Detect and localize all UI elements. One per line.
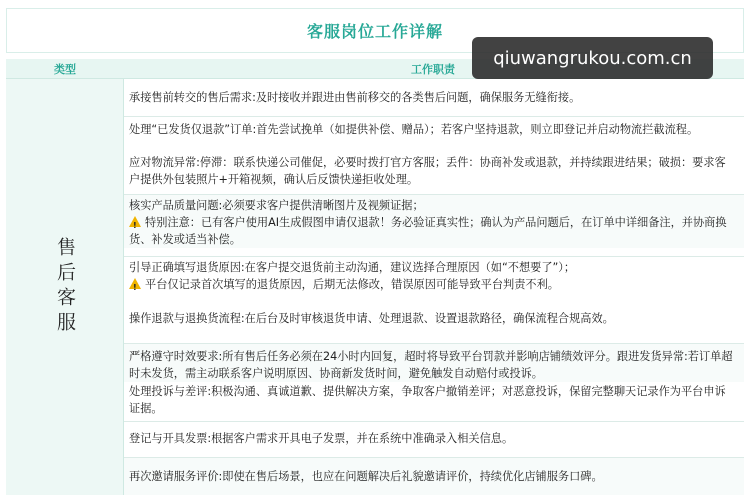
duty-text: 引导正确填写退货原因:在客户提交退货前主动沟通，建议选择合理原因（如“不想要了”）； xyxy=(129,261,576,274)
duty-text: 操作退款与退换货流程:在后台及时审核退货申请、处理退款、设置退款路径，确保流程合规高效。 xyxy=(129,312,614,325)
duty-text: 承接售前转交的售后需求:及时接收并跟进由售前移交的各类售后问题，确保服务无缝衔接。 xyxy=(129,91,581,104)
type-name: 售后客服 xyxy=(54,237,76,337)
duty-text: 再次邀请服务评价:即使在售后场景，也应在问题解决后礼貌邀请评价，持续优化店铺服务口碑。 xyxy=(129,470,603,483)
type-cell xyxy=(6,79,124,495)
watermark-text: qiuwangrukou.com.cn xyxy=(493,47,692,69)
warning-text: 特别注意：已有客户使用AI生成假图申请仅退款！务必验证真实性；确认为产品问题后，在订单中详细备注，并协商换货、补发或适当补偿。 xyxy=(129,216,727,246)
duty-column xyxy=(124,79,744,495)
duty-row xyxy=(124,457,744,495)
duty-row xyxy=(124,256,744,293)
warning-text: 平台仅记录首次填写的退货原因，后期无法修改，错误原因可能导致平台判责不利。 xyxy=(145,278,559,291)
duty-row xyxy=(124,154,744,188)
watermark xyxy=(472,37,713,79)
duty-text: 核实产品质量问题:必须要求客户提供清晰图片及视频证据； xyxy=(129,199,424,212)
duty-row xyxy=(124,343,744,382)
duty-text: 严格遵守时效要求:所有售后任务必须在24小时内回复，超时将导致平台罚款并影响店铺绩效评分。跟进发货异常:若订单超时未发货，需主动联系客户说明原因、协商新发货时间，避免触发自动赔付或投诉。 xyxy=(129,350,733,380)
duty-row xyxy=(124,89,744,106)
duty-text: 处理投诉与差评:积极沟通、真诚道歉、提供解决方案，争取客户撤销差评；对恶意投诉，保留完整聊天记录作为平台申诉证据。 xyxy=(129,385,726,415)
page-title: 客服岗位工作详解 xyxy=(306,22,443,41)
duty-row xyxy=(124,421,744,447)
duty-warning xyxy=(129,276,736,293)
duty-text: 处理“已发货仅退款”订单:首先尝试挽单（如提供补偿、赠品）；若客户坚持退款，则立即登记并启动物流拦截流程。 xyxy=(129,123,699,136)
warning-icon xyxy=(129,278,141,289)
duty-text: 应对物流异常:停滞：联系快递公司催促，必要时拨打官方客服；丢件：协商补发或退款，并持续跟进结果；破损：要求客户提供外包装照片+开箱视频，确认后反馈快递拒收处理。 xyxy=(129,156,726,186)
warning-icon xyxy=(129,216,141,227)
duty-row xyxy=(124,194,744,248)
duty-row xyxy=(124,310,744,327)
duty-warning xyxy=(129,214,736,248)
duty-row xyxy=(124,116,744,138)
duty-text: 登记与开具发票:根据客户需求开具电子发票，并在系统中准确录入相关信息。 xyxy=(129,432,514,445)
duty-row xyxy=(124,383,744,417)
header-duty: 工作职责 xyxy=(411,63,455,76)
header-type: 类型 xyxy=(54,63,76,76)
